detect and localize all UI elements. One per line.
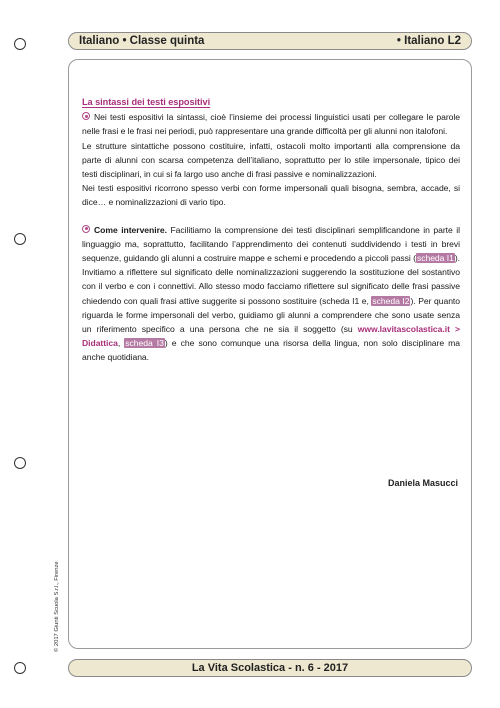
website-link[interactable]: www.lavitascolastica.it > Didattica	[82, 324, 460, 349]
intervention-paragraph: Come intervenire. Facilitiamo la comprensione dei testi disciplinari semplificandone in parte il linguaggio ma, soprattutto, facilitando l’apprendimento dei contenuti suddividendo i testi in brevi sequenze, guidando gli alunni a costruire mappe e schemi e procedendo a piccoli passi (scheda I1). Invitiamo a riflettere sul significato delle nominalizzazioni suggerendo la sostituzione del sostantivo con il verbo e con i connettivi. Allo stesso modo facciamo riflettere sul significato delle frasi passive chiedendo con quali frasi attive suggerite si possono sostituire (scheda I1 e, scheda I2). Per quanto riguarda le forme impersonali del verbo, guidiamo gli alunni a comprendere che sono usate senza un riferimento specifico a una persona che ne sia il soggetto (su www.lavitascolastica.it > Didattica, scheda I3) e che sono comunque una risorsa della lingua, non solo disciplinare ma anche quotidiana.	[82, 224, 461, 363]
section-title: La sintassi dei testi espositivi	[82, 97, 211, 107]
page-footer	[68, 659, 472, 677]
header-subject: Italiano • Classe quinta	[79, 35, 205, 47]
binder-hole	[14, 233, 26, 245]
worksheet-link-i3[interactable]: scheda I3	[125, 338, 164, 349]
binder-hole	[14, 38, 26, 50]
paragraph	[82, 110, 460, 138]
article-body	[82, 95, 460, 365]
paragraph: Nei testi espositivi ricorrono spesso verbi con forme impersonali quali bisogna, sembra, accade, si dice… e nominalizzazioni di vario tipo.	[82, 183, 460, 208]
intervention-lead: Come intervenire.	[94, 224, 167, 235]
paragraph: Le strutture sintattiche possono costituire, infatti, ostacoli molto importanti alla comprensione da parte di alunni con scarsa competenza dell’italiano, soprattutto per lo stile impersonale, tipico dei testi disciplinari, in cui si fa largo uso anche di frasi passive e nominalizzazioni.	[82, 140, 460, 180]
page-header	[68, 32, 472, 50]
author-name: Daniela Masucci	[387, 478, 458, 488]
worksheet-link-i1[interactable]: scheda I1	[416, 253, 454, 264]
binder-hole	[14, 662, 26, 674]
bullet-icon	[82, 225, 90, 233]
worksheet-link-i2[interactable]: scheda I2	[372, 295, 410, 306]
copyright-notice: © 2017 Giunti Scuola S.r.l., Firenze	[54, 561, 60, 652]
header-topic: • Italiano L2	[396, 35, 461, 47]
footer-publication: La Vita Scolastica - n. 6 - 2017	[191, 662, 349, 674]
bullet-icon	[82, 112, 90, 120]
paragraph-text: Nei testi espositivi la sintassi, cioè l’insieme dei processi linguistici usati per collegare le parole nelle frasi e le frasi nei periodi, può rappresentare una grande difficoltà per gli alunni non italofoni.	[82, 112, 460, 137]
binder-hole	[14, 457, 26, 469]
